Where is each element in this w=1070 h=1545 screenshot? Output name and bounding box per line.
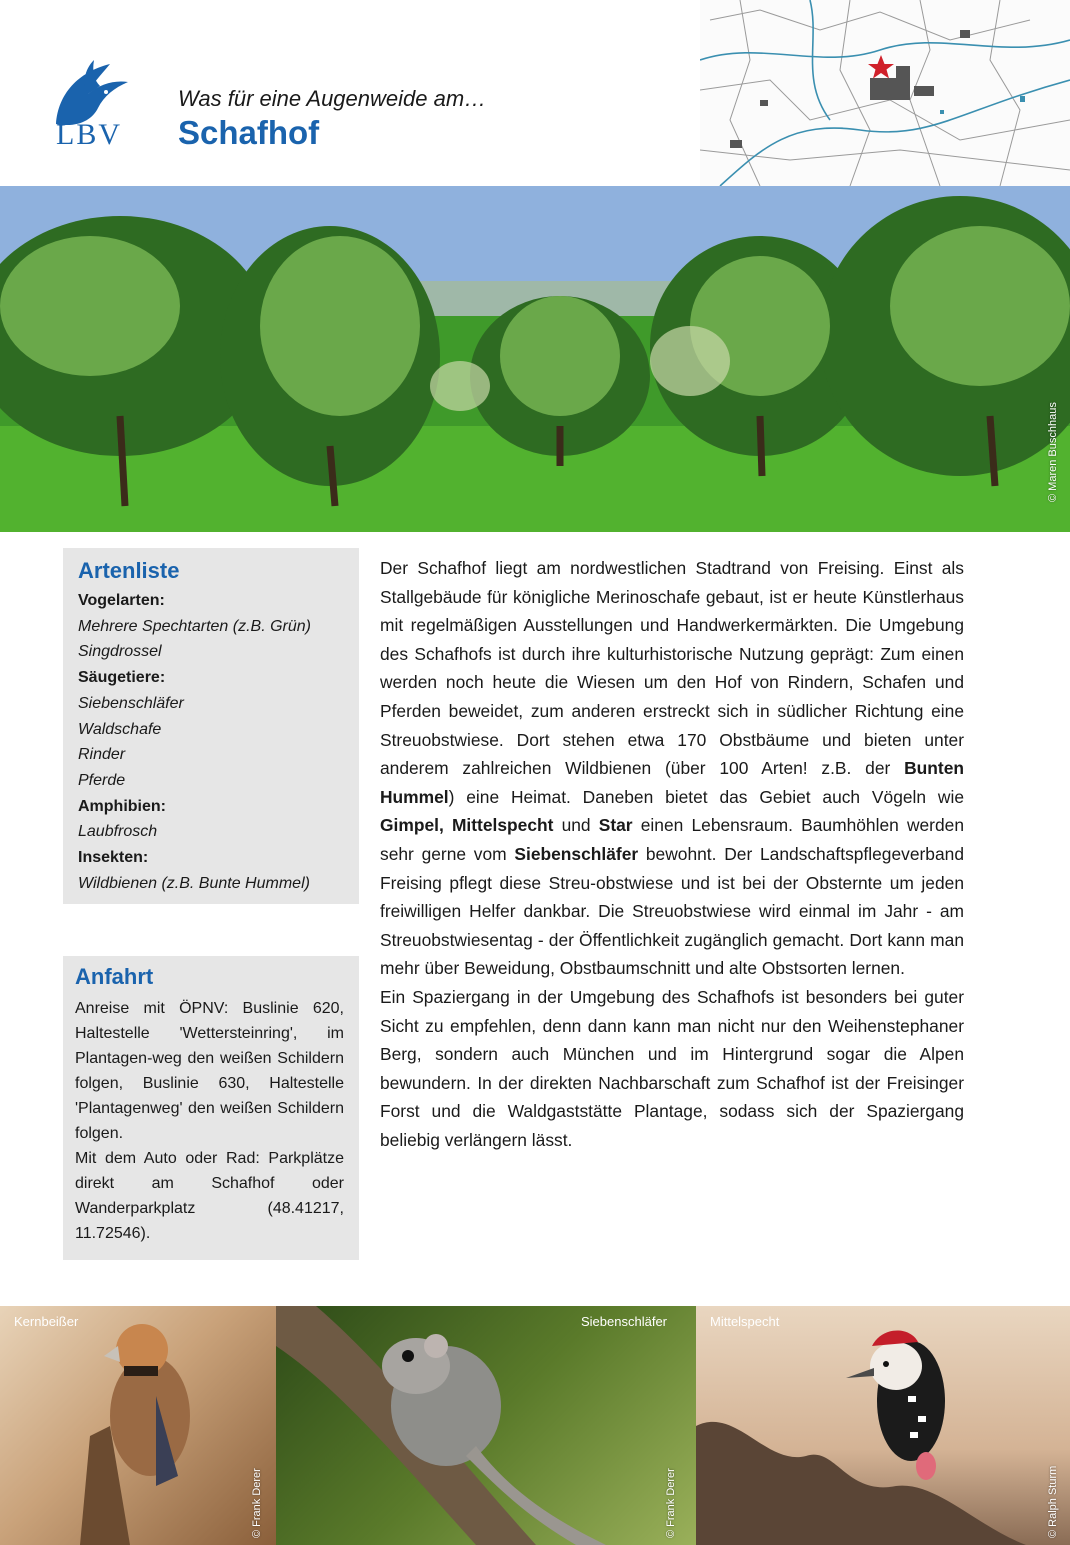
photo-credit-kernbeisser: © Frank Derer: [251, 1468, 263, 1538]
anfahrt-public-transport: Anreise mit ÖPNV: Buslinie 620, Haltestelle 'Wettersteinring', im Plantagen-weg den weißen Schildern folgen, Buslinie 630, Haltestelle 'Plantagenweg' den weißen Schildern folgen.: [75, 1000, 344, 1142]
species-list-line: Singdrossel: [78, 643, 162, 661]
hero-photo-credit: © Maren Buschhaus: [1047, 402, 1059, 502]
species-list-line: Amphibien:: [78, 797, 166, 815]
species-list-line: Wildbienen (z.B. Bunte Hummel): [78, 874, 310, 892]
photo-siebenschlaefer: [276, 1306, 696, 1545]
artenliste-box: [63, 548, 359, 904]
page-subtitle: Was für eine Augenweide am…: [178, 86, 487, 111]
species-list-line: Laubfrosch: [78, 823, 158, 841]
main-paragraph-2: Ein Spaziergang in der Umgebung des Schafhofs ist besonders bei guter Sicht zu empfehlen, denn dann kann man nicht nur den Weihenstephaner Berg, sondern auch München und im Hintergrund sogar die Alpen bewundern. In der direkten Nachbarschaft zum Schafhof ist der Freisinger Forst und die Waldgaststätte Plantage, sodass sich der Spaziergang beliebig verlängern lässt.: [380, 986, 964, 1150]
photo-credit-mittelspecht: © Ralph Sturm: [1047, 1465, 1059, 1538]
photo-credit-siebenschlaefer: © Frank Derer: [665, 1468, 677, 1538]
species-list-line: Pferde: [78, 771, 126, 789]
highlight-siebenschlaefer: Siebenschläfer: [514, 843, 639, 864]
species-list-line: Waldschafe: [78, 720, 162, 738]
highlight-star: Star: [598, 815, 633, 836]
main-paragraph-1: Der Schafhof liegt am nordwestlichen Stadtrand von Freising. Einst als Stallgebäude für königliche Merinoschafe gebaut, ist er heute Künstlerhaus mit regelmäßigen Ausstellungen und Handwerkermärkten. Die Umgebung des Schafhofs ist durch ihre kulturhistorische Nutzung geprägt: Zum einen werden noch heute die Wiesen um den Hof von Rindern, Schafen und Pferden beweidet, zum anderen erstreckt sich in südlicher Richtung eine Streuobstwiese. Dort stehen etwa 170 Obstbäume und bieten unter anderem zahlreichen Wildbienen (über 100 Arten! z.B. der Bunten Hummel) eine Heimat. Daneben bietet das Gebiet auch Vögeln wie Gimpel, Mittelspecht und Star einen Lebensraum. Baumhöhlen werden sehr gerne vom Siebenschläfer bewohnt. Der Landschaftspflegeverband Freising pflegt diese Streu-obstwiese und ist bei der Obsternte um jeden freiwilligen Helfer dankbar. Die Streuobstwiese wird einmal im Jahr - am Streuobstwiesentag - der Öffentlichkeit zugänglich gemacht. Dort kann man mehr über Beweidung, Obstbaumschnitt und alte Obstsorten lernen.: [380, 558, 964, 979]
photo-mittelspecht: [696, 1306, 1070, 1545]
species-list-line: Rinder: [78, 746, 126, 764]
highlight-bunte-hummel: Bunten Hummel: [380, 758, 964, 807]
anfahrt-car-bike: Mit dem Auto oder Rad: Parkplätze direkt am Schafhof oder Wanderparkplatz (48.41217, 11.72546).: [75, 1150, 344, 1242]
artenliste-title: Artenliste: [78, 558, 180, 583]
location-map: [700, 0, 1070, 186]
page-title: Schafhof: [178, 114, 320, 151]
photo-label-kernbeisser: Kernbeißer: [14, 1314, 79, 1329]
highlight-gimpel-mittelspecht: Gimpel, Mittelspecht: [380, 815, 554, 836]
photo-label-mittelspecht: Mittelspecht: [710, 1314, 780, 1329]
species-list-line: Säugetiere:: [78, 669, 166, 687]
logo-text: LBV: [56, 118, 122, 151]
photo-label-siebenschlaefer: Siebenschläfer: [581, 1314, 667, 1329]
species-list-line: Insekten:: [78, 849, 149, 867]
photo-kernbeisser: [0, 1306, 276, 1545]
species-list: [78, 588, 353, 896]
species-list-line: Mehrere Spechtarten (z.B. Grün): [78, 617, 311, 635]
species-list-line: Siebenschläfer: [78, 694, 184, 712]
species-list-line: Vogelarten:: [78, 592, 165, 609]
anfahrt-box: [63, 956, 359, 1260]
hero-photo: [0, 186, 1070, 532]
main-text: [380, 554, 964, 1154]
anfahrt-title: Anfahrt: [75, 964, 154, 989]
